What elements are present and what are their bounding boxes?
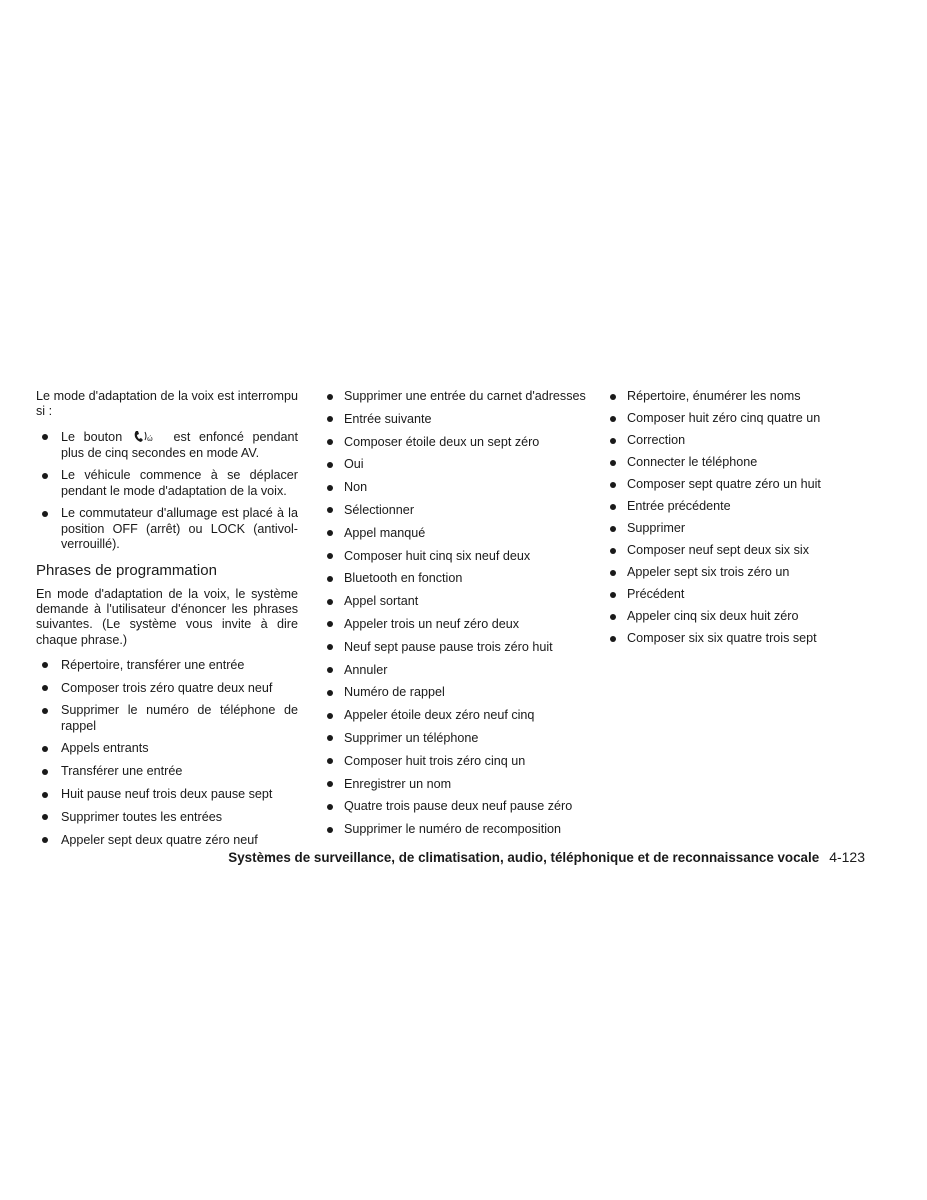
bullet-icon [610,504,616,510]
list-item: Composer trois zéro quatre deux neuf [36,681,298,696]
list-item: Appel sortant [326,594,588,609]
list-item: Appeler sept deux quatre zéro neuf [36,833,298,848]
section-paragraph: En mode d'adaptation de la voix, le système demande à l'utilisateur d'énoncer les phrases suivantes. (Le système vous invite à dire chaque phrase.) [36,587,298,647]
list-item: Supprimer le numéro de recomposition [326,822,588,837]
bullet-icon [327,644,333,650]
bullet-icon [42,511,48,517]
list-item: Appel manqué [326,526,588,541]
list-item: Composer six six quatre trois sept [609,631,871,646]
bullet-icon [327,485,333,491]
intro-paragraph: Le mode d'adaptation de la voix est interrompu si : [36,389,298,419]
interrupt-conditions-list [36,429,298,552]
column-right [609,389,871,653]
list-item: Huit pause neuf trois deux pause sept [36,787,298,802]
bullet-icon [610,592,616,598]
column-middle [326,389,588,845]
list-item: Supprimer le numéro de téléphone de rappel [36,703,298,733]
list-item: Précédent [609,587,871,602]
bullet-icon [327,758,333,764]
bullet-icon [327,804,333,810]
bullet-icon [327,621,333,627]
list-item: Connecter le téléphone [609,455,871,470]
list-item: Composer sept quatre zéro un huit [609,477,871,492]
list-item: Le véhicule commence à se déplacer pendant le mode d'adaptation de la voix. [36,468,298,498]
bullet-icon [327,667,333,673]
phrases-list-middle [326,389,588,837]
bullet-icon [327,690,333,696]
bullet-icon [610,416,616,422]
list-item: Entrée suivante [326,412,588,427]
list-item: Le commutateur d'allumage est placé à la position OFF (arrêt) ou LOCK (antivol-verrouillé). [36,506,298,552]
list-item: Annuler [326,663,588,678]
bullet-icon [327,553,333,559]
bullet-icon [42,769,48,775]
bullet-icon [610,526,616,532]
list-item: Répertoire, transférer une entrée [36,658,298,673]
bullet-icon [610,482,616,488]
bullet-icon [610,636,616,642]
list-item: Bluetooth en fonction [326,571,588,586]
list-item: Transférer une entrée [36,764,298,779]
list-item: Supprimer [609,521,871,536]
bullet-icon [610,394,616,400]
bullet-icon [610,570,616,576]
list-item: Appeler étoile deux zéro neuf cinq [326,708,588,723]
list-item: Quatre trois pause deux neuf pause zéro [326,799,588,814]
list-item: Composer huit cinq six neuf deux [326,549,588,564]
bullet-icon [327,827,333,833]
bullet-icon [610,548,616,554]
bullet-icon [327,599,333,605]
list-item: Appeler trois un neuf zéro deux [326,617,588,632]
list-item: Supprimer toutes les entrées [36,810,298,825]
bullet-icon [327,462,333,468]
bullet-icon [327,530,333,536]
page-footer [228,849,865,865]
list-item: Composer neuf sept deux six six [609,543,871,558]
svg-text:ώ: ώ [146,435,153,444]
bullet-icon [327,713,333,719]
list-item: Composer huit zéro cinq quatre un [609,411,871,426]
bullet-icon [42,814,48,820]
bullet-icon [327,735,333,741]
bullet-icon [327,416,333,422]
section-heading: Phrases de programmation [36,562,217,580]
bullet-icon [42,473,48,479]
list-item: Appeler cinq six deux huit zéro [609,609,871,624]
bullet-icon [327,576,333,582]
column-left [36,389,298,858]
bullet-icon [42,792,48,798]
list-item: Supprimer un téléphone [326,731,588,746]
list-item: Neuf sept pause pause trois zéro huit [326,640,588,655]
bullet-icon [610,460,616,466]
bullet-icon [327,394,333,400]
list-item: Entrée précédente [609,499,871,514]
page-number: 4-123 [829,849,865,865]
phone-voice-icon [133,429,159,443]
bullet-icon [610,438,616,444]
list-item: Supprimer une entrée du carnet d'adresses [326,389,588,404]
list-item: Enregistrer un nom [326,777,588,792]
bullet-icon [327,781,333,787]
bullet-icon [42,662,48,668]
list-item: Appeler sept six trois zéro un [609,565,871,580]
list-item: Appels entrants [36,741,298,756]
list-item: Numéro de rappel [326,685,588,700]
list-item: Composer étoile deux un sept zéro [326,435,588,450]
phrases-list-left [36,658,298,848]
list-item: Oui [326,457,588,472]
list-item: Sélectionner [326,503,588,518]
bullet-icon [42,434,48,440]
bullet-icon [327,507,333,513]
bullet-icon [42,685,48,691]
list-item: Répertoire, énumérer les noms [609,389,871,404]
list-item: Composer huit trois zéro cinq un [326,754,588,769]
list-item: Le bouton ώ est enfoncé pendant plus de cinq secondes en mode AV. [36,429,298,460]
bullet-icon [42,708,48,714]
list-item: Non [326,480,588,495]
bullet-icon [42,837,48,843]
list-item: Correction [609,433,871,448]
section-title: Systèmes de surveillance, de climatisation, audio, téléphonique et de reconnaissance vocale [228,850,820,865]
bullet-icon [610,614,616,620]
bullet-icon [42,746,48,752]
bullet-icon [327,439,333,445]
phrases-list-right [609,389,871,646]
